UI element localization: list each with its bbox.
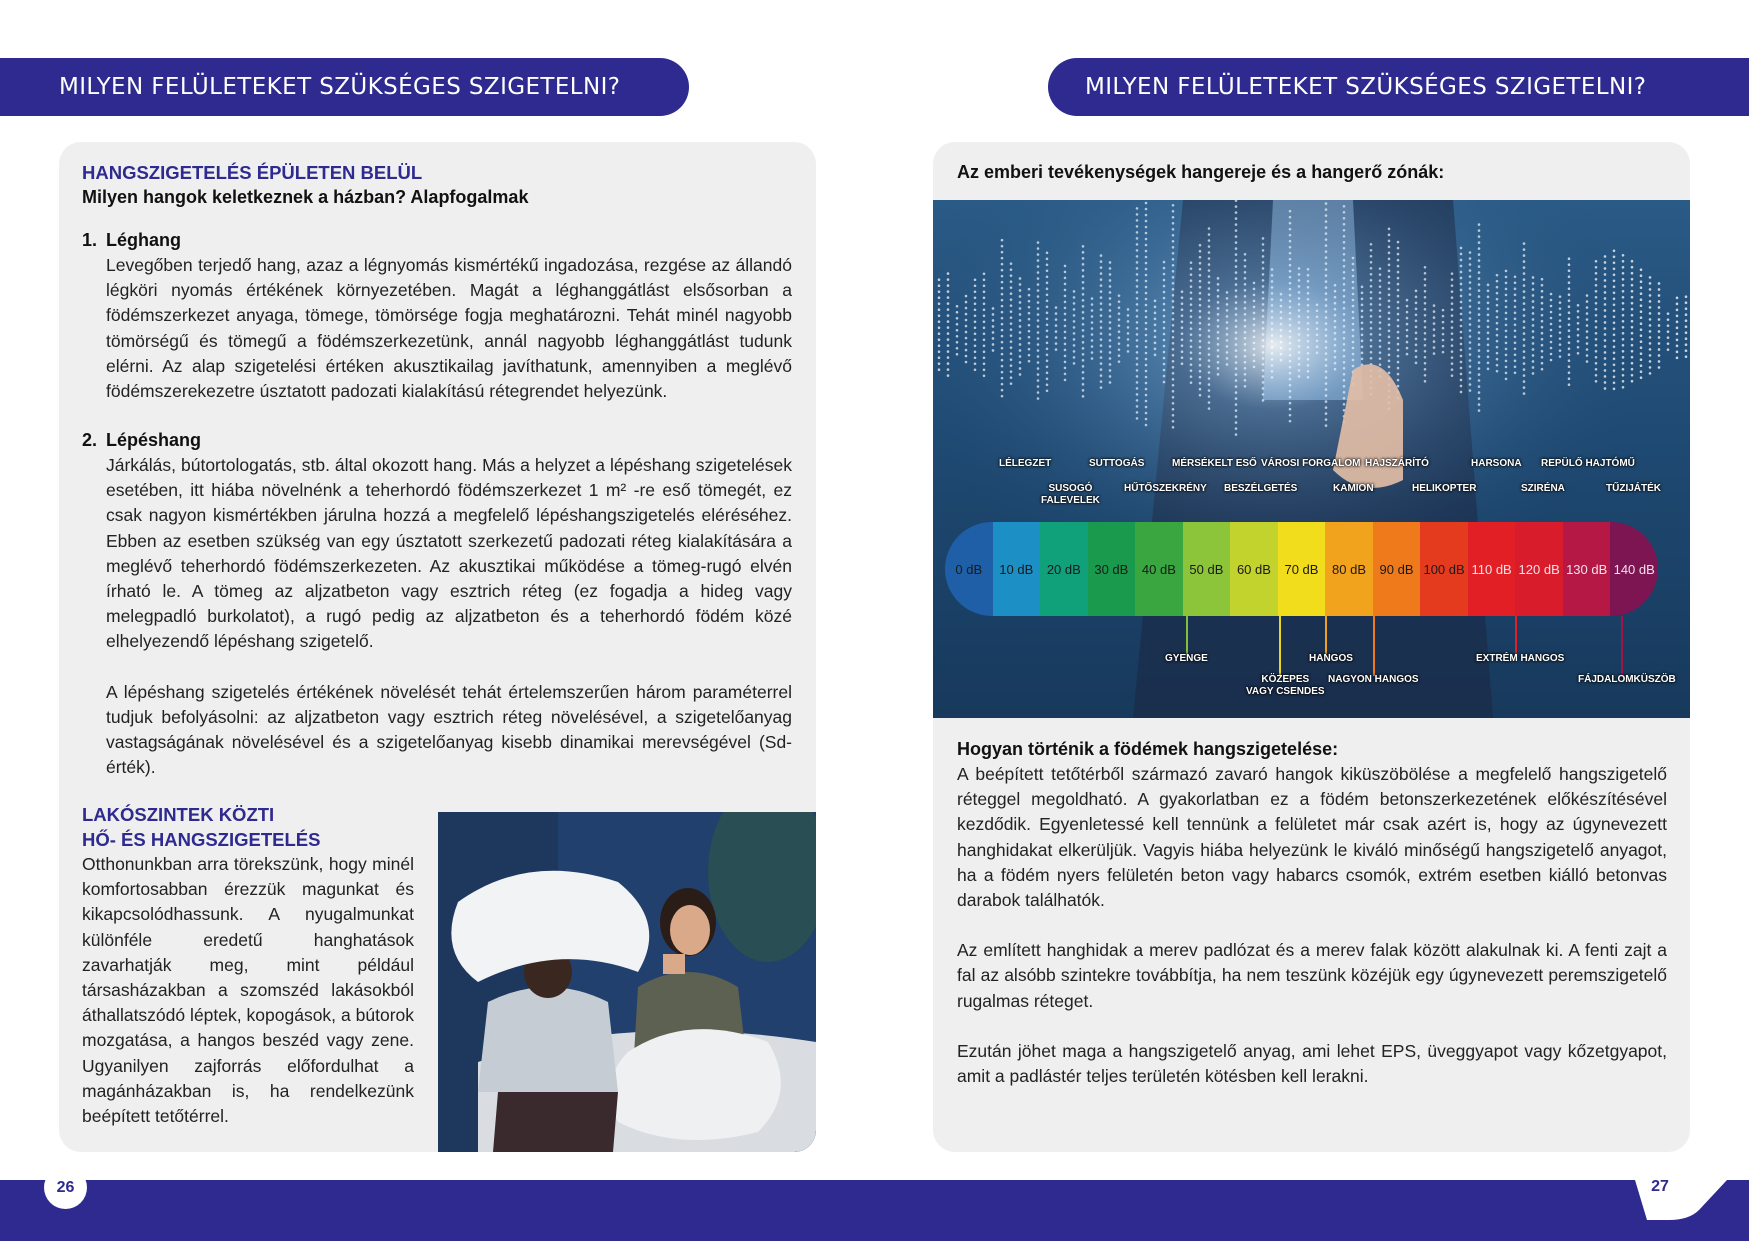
zone-tick-pain [1621, 616, 1623, 676]
insulation-text [957, 737, 1667, 1089]
db-segment: 130 dB [1563, 522, 1611, 616]
label-city-traffic: VÁROSI FORGALOM [1261, 458, 1361, 469]
zone-tick-loud [1325, 616, 1327, 654]
zone-loud: HANGOS [1309, 653, 1353, 664]
label-hair-dryer: HAJSZÁRÍTÓ [1365, 458, 1429, 469]
db-segment: 80 dB [1325, 522, 1373, 616]
label-siren: SZIRÉNA [1521, 483, 1565, 494]
label-helicopter: HELIKOPTER [1412, 483, 1477, 494]
zone-extreme: EXTRÉM HANGOS [1476, 653, 1565, 664]
photo-illustration [438, 812, 816, 1152]
item-body: Járkálás, bútortologatás, stb. által okozott hang. Más a helyzet a lépéshang szigetelések esetében, itt hiába növelnénk a teherhordó födémszerkezet 1 m² -re eső tömegét, ez csak nagyon kismértékben járulna hozzá a megfelelő lépéshangszigetelés eléréséhez. Ebben az esetben szükség van egy úsztatott szerkezetű padozati réteg kialakítására a meglévő teherhordó födémszerkezeten. Az akusztikai működése a tömeg-rugó elvén írható le. A tömeg az aljzatbeton vagy esztrich réteg (ez fogadja a hideg vagy melegpadló burkolatot), a rugó pedig az aljzatbeton és a teherhordó födém közé elhelyezendő lépéshang szigetelő. [106, 455, 792, 652]
sound-level-graphic [933, 200, 1690, 718]
header-left-title: MILYEN FELÜLETEKET SZÜKSÉGES SZIGETELNI? [59, 74, 621, 100]
header-right-title: MILYEN FELÜLETEKET SZÜKSÉGES SZIGETELNI? [1085, 74, 1647, 100]
label-breath: LÉLEGZET [999, 458, 1052, 469]
item-title: Lépéshang [106, 430, 202, 450]
zone-very-loud: NAGYON HANGOS [1328, 674, 1419, 685]
zone-medium: KÖZEPES VAGY CSENDES [1246, 674, 1325, 697]
item-body-continued: A lépéshang szigetelés értékének növelését tehát értelemszerűen három paraméterrel tudjuk befolyásolni: az aljzatbeton vagy esztrich réteg növelésével, a szigetelőanyag vastagságának növelésével és a szigetelőanyag kisebb dinamikai merevségével (Sd-érték). [106, 681, 792, 778]
page-number-left: 26 [44, 1166, 87, 1209]
right-content-panel [933, 142, 1690, 1152]
label-fireworks: TŰZIJÁTÉK [1606, 483, 1661, 494]
db-segment: 70 dB [1278, 522, 1326, 616]
graphic-title: Az emberi tevékenységek hangereje és a hangerő zónák: [957, 162, 1445, 182]
list-item-lepeshang [82, 428, 792, 780]
decibel-scale [945, 522, 1658, 616]
subsection-heading [82, 802, 402, 852]
item-body: Levegőben terjedő hang, azaz a légnyomás kismértékű ingadozása, rezgése az állandó légköri nyomás értékének környezetében. Magát a léghanggátlást elsősorban a födémszerkezet anyaga, tömege, tömörsége fogja meghatározni. Tehát minél nagyobb tömörségű és tömegű a födémszerkezetünk, annál nagyobb léghanggátlást tudunk elérni. Az alap szigetelési értéken akusztikailag javíthatunk, amennyiben a meglévő födémszerekezetre úsztatott padozati kialakítású rétegrendet helyezünk. [106, 255, 792, 402]
noise-couple-photo [438, 812, 816, 1152]
page-header-left [0, 58, 689, 116]
page-number-right: 27 [1651, 1178, 1669, 1195]
item-title: Léghang [106, 230, 181, 250]
db-segment: 0 dB [945, 522, 993, 616]
zone-pain-threshold: FÁJDALOMKÜSZÖB [1578, 674, 1676, 685]
label-whisper: SUTTOGÁS [1089, 458, 1145, 469]
db-segment: 120 dB [1515, 522, 1563, 616]
subsection-title-line1: LAKÓSZINTEK KÖZTI [82, 804, 275, 825]
db-segment: 90 dB [1373, 522, 1421, 616]
list-item-leghang [82, 228, 792, 404]
zone-tick-extreme [1515, 616, 1517, 654]
label-trombone: HARSONA [1471, 458, 1522, 469]
section-heading [82, 160, 782, 210]
db-segment: 30 dB [1088, 522, 1136, 616]
label-rustling-leaves: SUSOGÓ FALEVELEK [1041, 483, 1100, 506]
page-header-right [1048, 58, 1749, 116]
subsection-body: Otthonunkban arra törekszünk, hogy minél komfortosabban érezzük magunkat és kikapcsolódhassunk. A nyugalmunkat különféle eredetű hanghatások zavarhatják meg, mint például társasházakban a szomszéd lakásokból áthallatszódó léptek, kopogások, a bútorok mozgatása, a hangos beszéd vagy zene. Ugyanilyen zajforrás előfordulhat a magánházakban is, ha rendelkezünk beépített tetőtérrel. [82, 854, 414, 1127]
page-footer [0, 1180, 1749, 1241]
zone-tick-very-loud [1373, 616, 1375, 676]
body-paragraph-2: Az említett hanghidak a merev padlózat és a merev falak között alakulnak ki. A fenti zajt a fal az alsóbb szintekre továbbítja, ha nem teszünk közéjük egy úgynevezett peremszigetelő rugalmas réteget. [957, 940, 1667, 1011]
body-paragraph-3: Ezután jöhet maga a hangszigetelő anyag, ami lehet EPS, üveggyapot vagy kőzetgyapot, amit a padlástér teljes területén kötésben kell lerakni. [957, 1040, 1667, 1087]
label-jet-engine: REPÜLŐ HAJTÓMŰ [1541, 458, 1635, 469]
db-segment: 100 dB [1420, 522, 1468, 616]
db-segment: 60 dB [1230, 522, 1278, 616]
body-title: Hogyan történik a födémek hangszigetelése: [957, 739, 1339, 759]
db-segment: 20 dB [1040, 522, 1088, 616]
db-segment: 50 dB [1183, 522, 1231, 616]
db-segment: 40 dB [1135, 522, 1183, 616]
zone-tick-medium [1279, 616, 1281, 676]
zone-weak: GYENGE [1165, 653, 1208, 664]
subsection-title-line2: HŐ- ÉS HANGSZIGETELÉS [82, 829, 321, 850]
label-conversation: BESZÉLGETÉS [1224, 483, 1298, 494]
item-number: 1. [82, 230, 98, 250]
section-title: HANGSZIGETELÉS ÉPÜLETEN BELÜL [82, 162, 423, 183]
db-segment: 140 dB [1610, 522, 1658, 616]
body-paragraph-1: A beépített tetőtérből származó zavaró hangok kiküszöbölése a megfelelő hangszigetelő réteggel megoldható. A gyakorlatban ez a födém betonszerkezetének előkészítésével kezdődik. Egyenletessé kell tennünk a felületet már csak azért is, hogy az úgynevezett hanghidakat elkerüljük. Vagyis hiába helyezünk le kiváló minőségű hangszigetelő anyagot, ha a födém nyers felületén beton vagy habarcs csomók, extrém esetben kiálló betonvas darabok találhatók. [957, 764, 1667, 911]
section-subtitle: Milyen hangok keletkeznek a házban? Alapfogalmak [82, 187, 529, 207]
label-moderate-rain: MÉRSÉKELT ESŐ [1172, 458, 1257, 469]
db-segment: 10 dB [993, 522, 1041, 616]
zone-tick-weak [1186, 616, 1188, 654]
label-refrigerator: HŰTŐSZEKRÉNY [1124, 483, 1207, 494]
db-segment: 110 dB [1468, 522, 1516, 616]
label-truck: KAMION [1333, 483, 1374, 494]
item-number: 2. [82, 430, 98, 450]
left-content-panel [59, 142, 816, 1152]
